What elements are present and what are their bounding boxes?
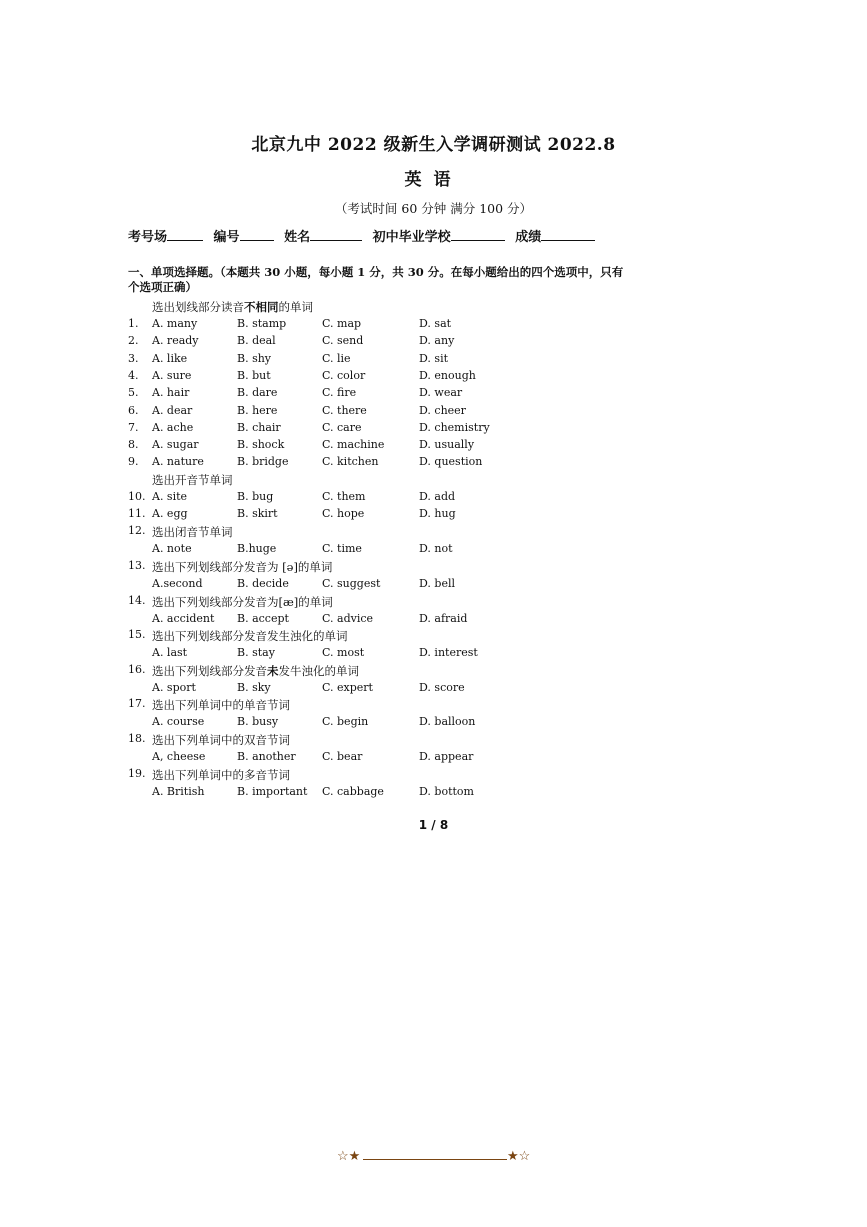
question-row: [128, 594, 608, 609]
option-c[interactable]: C. expert: [322, 681, 373, 694]
option-d[interactable]: D. bell: [419, 577, 456, 590]
option-a[interactable]: A. ache: [152, 421, 194, 434]
option-b[interactable]: B. stamp: [237, 317, 287, 330]
question-text: 选出下列划线部分发音为 [ə]的单词: [152, 560, 333, 574]
option-a[interactable]: A. hair: [152, 386, 190, 399]
option-c[interactable]: C. machine: [322, 438, 385, 451]
question-row: [128, 663, 608, 678]
option-c[interactable]: C. map: [322, 317, 362, 330]
question-number: 17.: [128, 697, 146, 710]
question-number: 1.: [128, 317, 139, 330]
option-a[interactable]: A. nature: [152, 455, 204, 468]
options-row: [152, 386, 512, 401]
options-row: [152, 404, 512, 419]
option-c[interactable]: C. advice: [322, 612, 374, 625]
exam-info: （考试时间 60 分钟 满分 100 分）: [334, 201, 533, 216]
options-row: [152, 455, 512, 470]
option-d[interactable]: D. enough: [419, 369, 476, 382]
option-d[interactable]: D. add: [419, 490, 456, 503]
exam-title: 北京九中 2022 级新生入学调研测试 2022.8: [251, 135, 616, 155]
option-b[interactable]: B. sky: [237, 681, 271, 694]
field-school[interactable]: 初中毕业学校: [373, 226, 505, 245]
option-b[interactable]: B. dare: [237, 386, 278, 399]
options-row: [152, 507, 512, 522]
question-number: 8.: [128, 438, 139, 451]
option-d[interactable]: D. any: [419, 334, 455, 347]
option-c[interactable]: C. care: [322, 421, 362, 434]
option-b[interactable]: B. skirt: [237, 507, 278, 520]
option-b[interactable]: B.huge: [237, 542, 277, 555]
field-score[interactable]: 成绩: [515, 226, 595, 245]
divider: [363, 1159, 507, 1160]
option-c[interactable]: C. lie: [322, 352, 351, 365]
option-b[interactable]: B. shock: [237, 438, 285, 451]
option-d[interactable]: D. sit: [419, 352, 449, 365]
options-row: [152, 317, 512, 332]
options-row: [152, 612, 512, 627]
option-c[interactable]: C. most: [322, 646, 365, 659]
question-number: 13.: [128, 559, 146, 572]
option-c[interactable]: C. send: [322, 334, 364, 347]
option-d[interactable]: D. not: [419, 542, 453, 555]
option-d[interactable]: D. cheer: [419, 404, 466, 417]
question-row: [128, 697, 608, 712]
options-row: [152, 334, 512, 349]
option-a[interactable]: A. last: [152, 646, 188, 659]
option-a[interactable]: A. dear: [152, 404, 193, 417]
option-a[interactable]: A. note: [152, 542, 192, 555]
option-d[interactable]: D. bottom: [419, 785, 474, 798]
option-b[interactable]: B. but: [237, 369, 271, 382]
option-a[interactable]: A. ready: [152, 334, 199, 347]
options-row: [152, 785, 512, 800]
option-d[interactable]: D. interest: [419, 646, 478, 659]
instruction-open-syllable: 选出开音节单词: [152, 473, 233, 487]
options-row: [152, 715, 512, 730]
question-number: 3.: [128, 352, 139, 365]
option-c[interactable]: C. suggest: [322, 577, 381, 590]
question-row: [128, 628, 608, 643]
options-row: [152, 681, 512, 696]
options-row: [152, 750, 512, 765]
option-c[interactable]: C. kitchen: [322, 455, 379, 468]
option-c[interactable]: C. hope: [322, 507, 365, 520]
option-d[interactable]: D. wear: [419, 386, 463, 399]
option-c[interactable]: C. them: [322, 490, 366, 503]
options-row: [152, 369, 512, 384]
options-row: [152, 352, 512, 367]
option-b[interactable]: B. stay: [237, 646, 275, 659]
option-c[interactable]: C. cabbage: [322, 785, 384, 798]
question-number: 10.: [128, 490, 146, 503]
field-number[interactable]: 编号: [214, 226, 274, 245]
option-b[interactable]: B. another: [237, 750, 296, 763]
question-row: [128, 559, 608, 574]
field-name[interactable]: 姓名: [284, 226, 362, 245]
subject-title: 英语: [404, 170, 463, 190]
star-icon: ★☆: [507, 1149, 531, 1164]
question-number: 14.: [128, 594, 146, 607]
star-icon: ☆★: [337, 1149, 361, 1164]
option-a[interactable]: A.second: [152, 577, 203, 590]
option-b[interactable]: B. decide: [237, 577, 289, 590]
option-b[interactable]: B. bug: [237, 490, 274, 503]
option-d[interactable]: D. balloon: [419, 715, 476, 728]
student-info-fields: [128, 226, 601, 245]
options-row: [152, 542, 512, 557]
option-a[interactable]: A. like: [152, 352, 188, 365]
option-a[interactable]: A, cheese: [152, 750, 206, 763]
question-number: 4.: [128, 369, 139, 382]
option-a[interactable]: A. sport: [152, 681, 196, 694]
footer-decoration: [337, 1149, 533, 1166]
question-text: 选出下列划线部分发音发生浊化的单词: [152, 629, 348, 643]
option-c[interactable]: C. color: [322, 369, 366, 382]
options-row: [152, 490, 512, 505]
question-row: [128, 767, 608, 782]
options-row: [152, 421, 512, 436]
question-number: 2.: [128, 334, 139, 347]
option-b[interactable]: B. bridge: [237, 455, 289, 468]
question-number: 7.: [128, 421, 139, 434]
option-d[interactable]: D. usually: [419, 438, 475, 451]
question-number: 11.: [128, 507, 146, 520]
option-a[interactable]: A. egg: [152, 507, 188, 520]
question-row: [128, 524, 608, 539]
option-c[interactable]: C. time: [322, 542, 362, 555]
option-a[interactable]: A. site: [152, 490, 188, 503]
question-number: 18.: [128, 732, 146, 745]
option-a[interactable]: A. many: [152, 317, 198, 330]
option-b[interactable]: B. shy: [237, 352, 272, 365]
option-d[interactable]: D. score: [419, 681, 465, 694]
option-b[interactable]: B. chair: [237, 421, 281, 434]
option-a[interactable]: A. sure: [152, 369, 192, 382]
page-number: 1 / 8: [418, 818, 449, 832]
option-b[interactable]: B. deal: [237, 334, 276, 347]
question-text: 选出下列单词中的多音节词: [152, 768, 290, 782]
question-text: 选出闭音节单词: [152, 525, 233, 539]
options-row: [152, 646, 512, 661]
option-c[interactable]: C. fire: [322, 386, 357, 399]
question-text: 选出下列单词中的双音节词: [152, 733, 290, 747]
option-b[interactable]: B. busy: [237, 715, 279, 728]
question-number: 6.: [128, 404, 139, 417]
question-text: 选出下列划线部分发音未发牛浊化的单词: [152, 664, 359, 678]
question-text: 选出下列划线部分发音为[æ]的单词: [152, 595, 333, 609]
option-b[interactable]: B. accept: [237, 612, 289, 625]
option-a[interactable]: A. accident: [152, 612, 215, 625]
option-d[interactable]: D. question: [419, 455, 483, 468]
question-number: 19.: [128, 767, 146, 780]
question-text: 选出下列单词中的单音节词: [152, 698, 290, 712]
question-number: 12.: [128, 524, 146, 537]
option-d[interactable]: D. appear: [419, 750, 474, 763]
option-a[interactable]: A. course: [152, 715, 205, 728]
question-number: 16.: [128, 663, 146, 676]
question-number: 15.: [128, 628, 146, 641]
option-d[interactable]: D. sat: [419, 317, 452, 330]
instruction-text: 选出划线部分读音不相同的单词: [152, 300, 313, 314]
option-a[interactable]: A. British: [152, 785, 205, 798]
options-row: [152, 577, 512, 592]
option-b[interactable]: B. here: [237, 404, 278, 417]
option-c[interactable]: C. there: [322, 404, 367, 417]
option-d[interactable]: D. afraid: [419, 612, 468, 625]
option-c[interactable]: C. bear: [322, 750, 363, 763]
question-number: 9.: [128, 455, 139, 468]
field-exam-room[interactable]: 考号场: [128, 226, 203, 245]
option-b[interactable]: B. important: [237, 785, 308, 798]
option-d[interactable]: D. hug: [419, 507, 456, 520]
options-row: [152, 438, 512, 453]
question-number: 5.: [128, 386, 139, 399]
option-c[interactable]: C. begin: [322, 715, 369, 728]
question-row: [128, 732, 608, 747]
option-a[interactable]: A. sugar: [152, 438, 199, 451]
option-d[interactable]: D. chemistry: [419, 421, 490, 434]
section-heading: 一、单项选择题。（本题共 30 小题，每小题 1 分，共 30 分。在每小题给出的四个选项中，只有 个选项正确）: [128, 265, 624, 294]
